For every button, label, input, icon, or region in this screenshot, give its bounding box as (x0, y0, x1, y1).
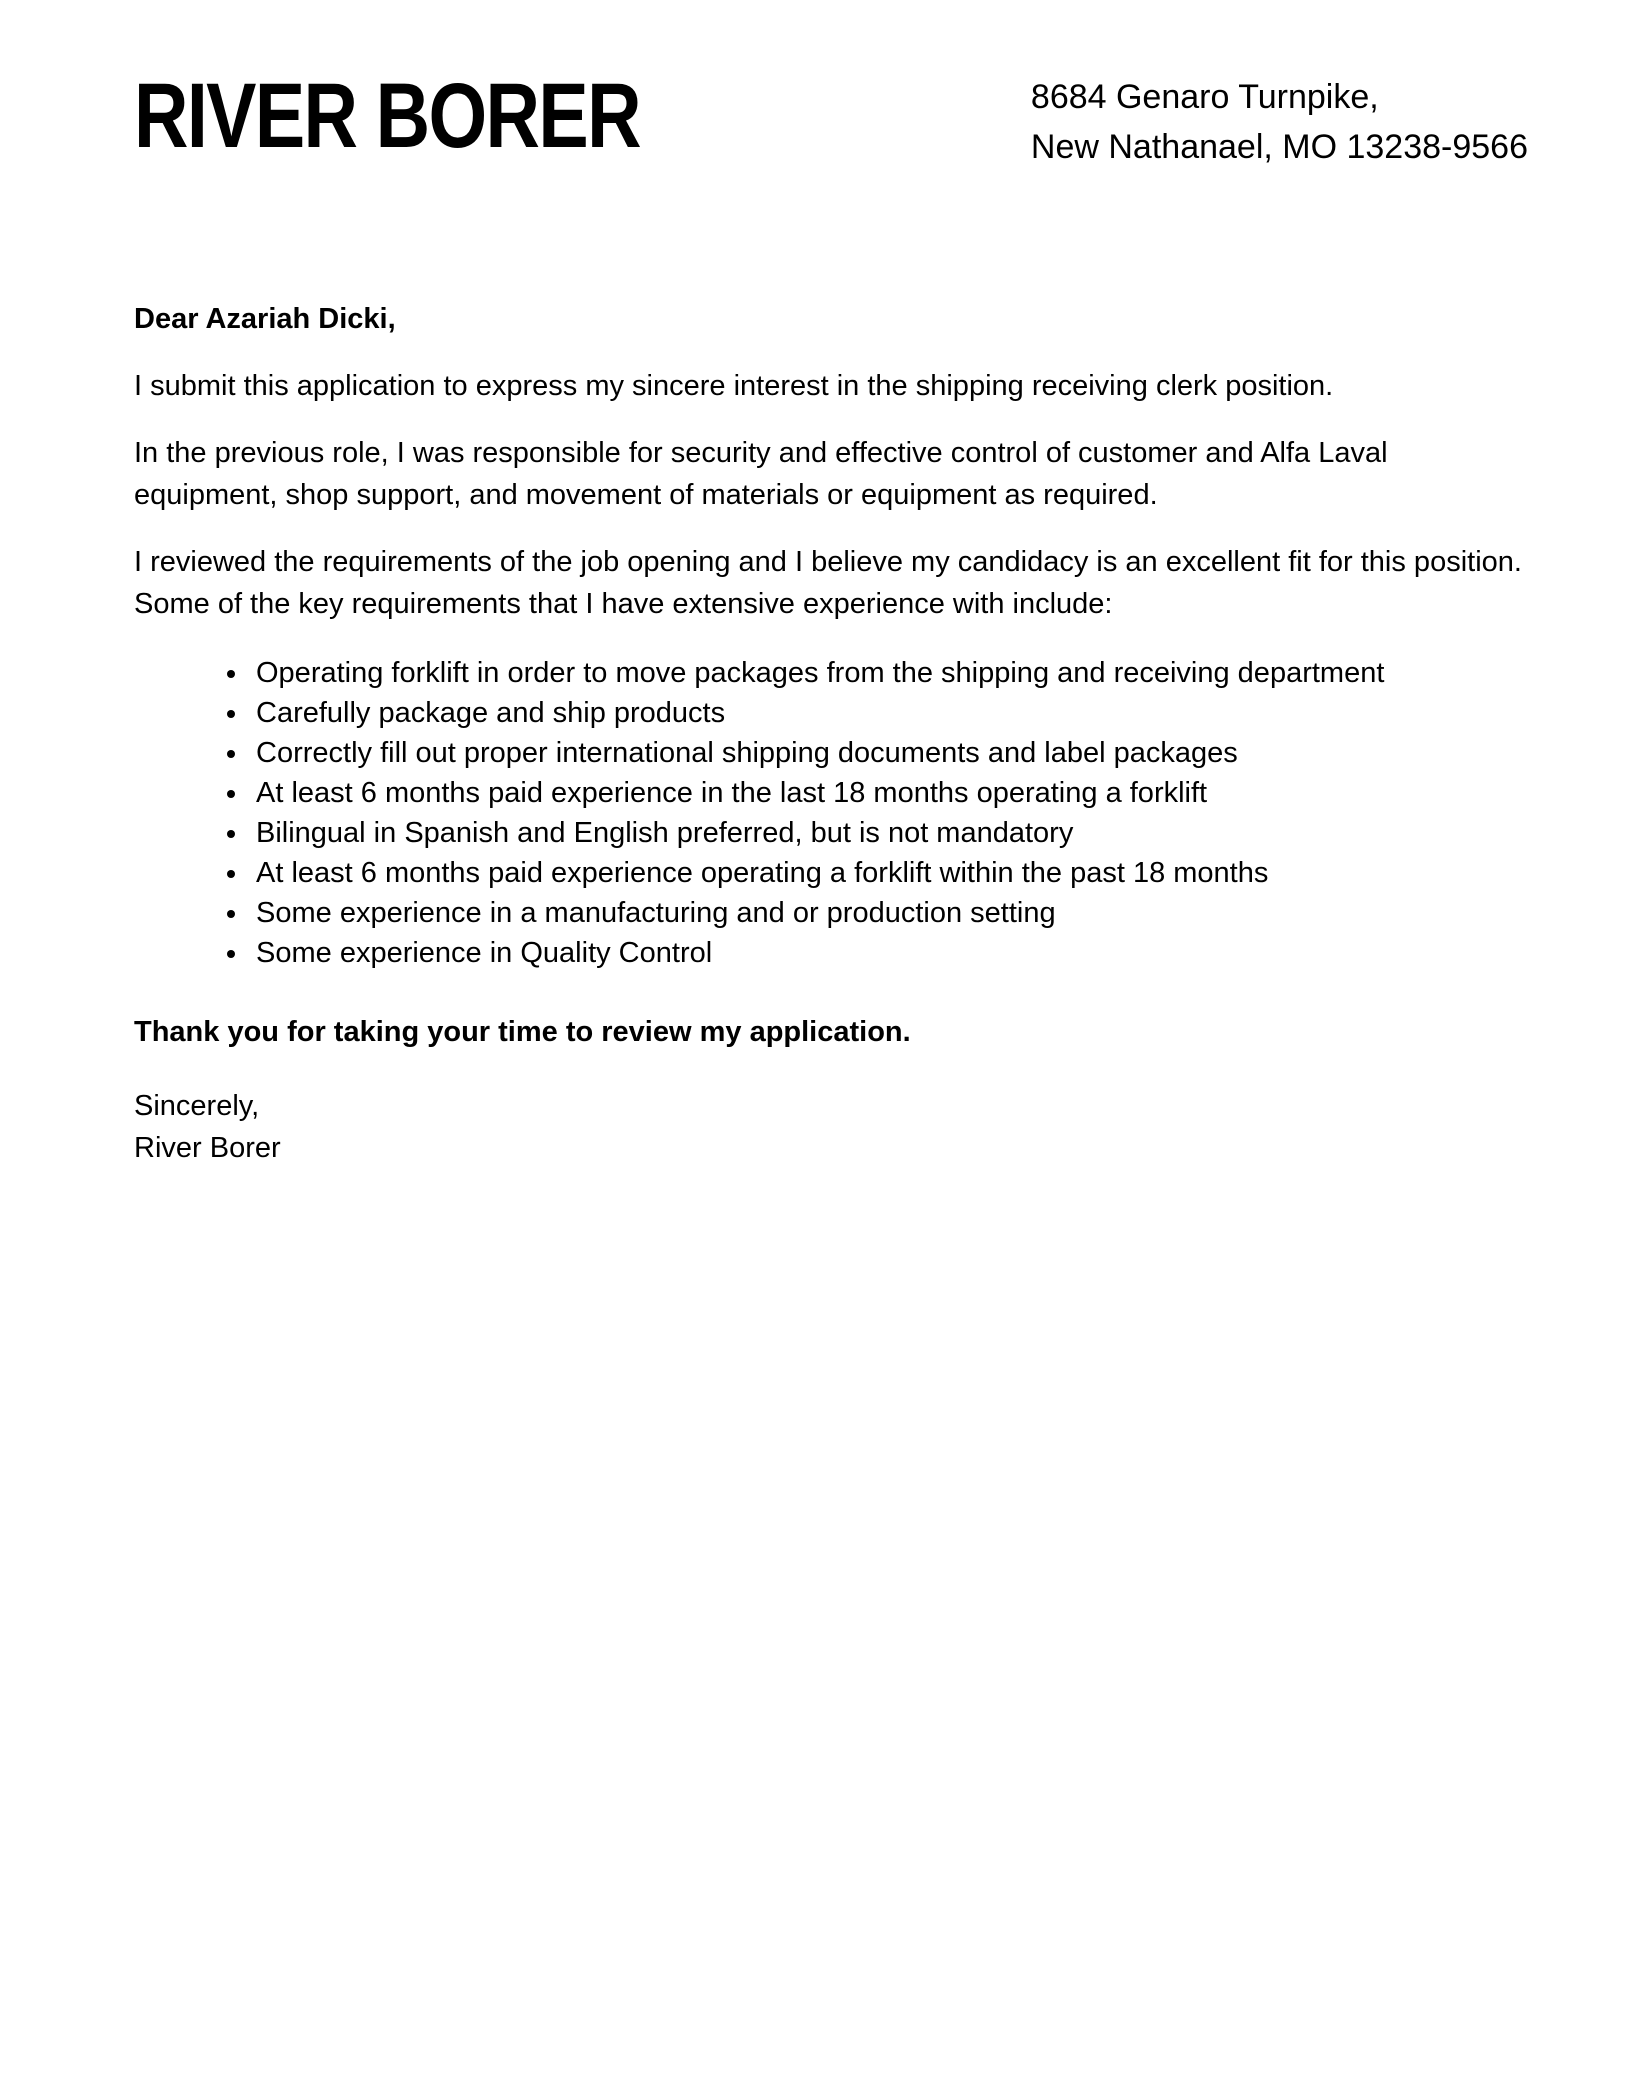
contact-address (1031, 72, 1528, 172)
signoff: Sincerely, (134, 1090, 260, 1122)
signature-name: River Borer (134, 1132, 281, 1164)
list-item: • Carefully package and ship products (250, 693, 1528, 733)
requirements-list (134, 653, 1528, 973)
signoff-block (134, 1085, 1528, 1169)
paragraph-requirements-lead: I reviewed the requirements of the job opening and I believe my candidacy is an excellent fit for this position. Some of the key requirements that I have extensive experience with include: (134, 546, 1522, 620)
list-item: • Bilingual in Spanish and English preferred, but is not mandatory (250, 813, 1528, 853)
applicant-name: RIVER BORER (134, 65, 640, 167)
list-item: • Operating forklift in order to move packages from the shipping and receiving department (250, 653, 1528, 693)
list-item: • Correctly fill out proper international shipping documents and label packages (250, 733, 1528, 773)
letter-body (134, 298, 1528, 1169)
list-item: • Some experience in a manufacturing and or production setting (250, 893, 1528, 933)
paragraph-previous-role: In the previous role, I was responsible for security and effective control of customer and Alfa Laval equipment, shop support, and movement of materials or equipment as required. (134, 437, 1388, 511)
address-line-1: 8684 Genaro Turnpike, (1030, 78, 1379, 116)
letter-header (134, 65, 1528, 172)
list-item: • At least 6 months paid experience in the last 18 months operating a forklift (250, 773, 1528, 813)
paragraph-intro: I submit this application to express my sincere interest in the shipping receiving clerk position. (134, 370, 1334, 402)
salutation: Dear Azariah Dicki, (134, 303, 396, 335)
list-item: • Some experience in Quality Control (250, 933, 1528, 973)
list-item: • At least 6 months paid experience operating a forklift within the past 18 months (250, 853, 1528, 893)
address-line-2: New Nathanael, MO 13238-9566 (1030, 128, 1528, 166)
closing-thanks: Thank you for taking your time to review my application. (134, 1016, 911, 1048)
